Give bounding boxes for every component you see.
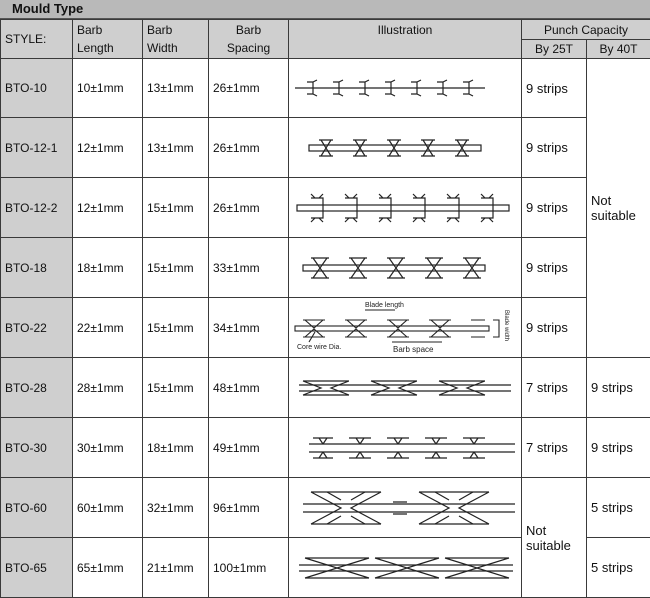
header-by-25t: By 25T: [522, 40, 587, 59]
row-length: 12±1mm: [73, 178, 143, 238]
table-row: [1, 358, 650, 418]
row-spacing: 96±1mm: [209, 478, 289, 538]
row-illustration: [289, 538, 522, 598]
illustration-bto-65: [289, 540, 521, 596]
row-spacing: 33±1mm: [209, 238, 289, 298]
row-illustration: [289, 478, 522, 538]
row-width: 21±1mm: [143, 538, 209, 598]
header-punch-capacity: Punch Capacity: [522, 20, 650, 40]
table-row: [1, 178, 650, 238]
row-length: 30±1mm: [73, 418, 143, 478]
row-style: BTO-65: [1, 538, 73, 598]
illustration-bto-28: [289, 360, 521, 416]
row-spacing: 48±1mm: [209, 358, 289, 418]
title-bar: [0, 0, 650, 19]
row-by40: 5 strips: [587, 478, 650, 538]
row-illustration: [289, 59, 522, 118]
row-illustration: [289, 178, 522, 238]
header-barb-width: Barb Width: [143, 20, 209, 59]
header-barb-length: Barb Length: [73, 20, 143, 59]
row-by25: 7 strips: [522, 418, 587, 478]
row-by25: 9 strips: [522, 238, 587, 298]
row-spacing: 34±1mm: [209, 298, 289, 358]
row-by40: 9 strips: [587, 418, 650, 478]
header-illustration: Illustration: [289, 20, 522, 59]
row-illustration: [289, 418, 522, 478]
row-style: BTO-12-2: [1, 178, 73, 238]
row-illustration: [289, 238, 522, 298]
row-width: 18±1mm: [143, 418, 209, 478]
header-style: STYLE:: [1, 20, 73, 59]
row-length: 12±1mm: [73, 118, 143, 178]
table-row: [1, 418, 650, 478]
illustration-bto-30: [289, 420, 521, 476]
table-row: [1, 478, 650, 538]
core-wire-label: Core wire Dia.: [297, 344, 341, 351]
by40-not-suitable: Not suitable: [587, 59, 650, 358]
header-by-40t: By 40T: [587, 40, 650, 59]
blade-width-label: Blade width: [503, 310, 509, 341]
row-by25: 9 strips: [522, 118, 587, 178]
row-length: 10±1mm: [73, 59, 143, 118]
page-title: Mould Type: [12, 0, 83, 18]
row-spacing: 26±1mm: [209, 178, 289, 238]
row-length: 65±1mm: [73, 538, 143, 598]
row-width: 13±1mm: [143, 59, 209, 118]
header-barb-spacing: Barb Spacing: [209, 20, 289, 59]
row-illustration: [289, 298, 522, 358]
row-spacing: 100±1mm: [209, 538, 289, 598]
row-length: 22±1mm: [73, 298, 143, 358]
row-length: 28±1mm: [73, 358, 143, 418]
row-by40: 5 strips: [587, 538, 650, 598]
row-illustration: [289, 118, 522, 178]
row-width: 13±1mm: [143, 118, 209, 178]
row-by25: 9 strips: [522, 178, 587, 238]
row-style: BTO-22: [1, 298, 73, 358]
row-by25: 7 strips: [522, 358, 587, 418]
illustration-bto-12-1: [289, 120, 521, 176]
table-row: [1, 298, 650, 358]
by25-not-suitable: Not suitable: [522, 478, 587, 598]
row-spacing: 26±1mm: [209, 59, 289, 118]
table-row: [1, 118, 650, 178]
blade-length-label: Blade length: [365, 302, 404, 309]
table-row: [1, 59, 650, 118]
table-row: [1, 238, 650, 298]
row-spacing: 49±1mm: [209, 418, 289, 478]
row-width: 15±1mm: [143, 178, 209, 238]
illustration-bto-60: [289, 480, 521, 536]
row-by40: 9 strips: [587, 358, 650, 418]
illustration-bto-12-2: [289, 180, 521, 236]
row-style: BTO-10: [1, 59, 73, 118]
illustration-bto-18: [289, 240, 521, 296]
mould-table: [0, 19, 650, 598]
row-style: BTO-12-1: [1, 118, 73, 178]
row-style: BTO-18: [1, 238, 73, 298]
row-illustration: [289, 358, 522, 418]
row-style: BTO-60: [1, 478, 73, 538]
illustration-bto-22: [289, 300, 521, 356]
row-by25: 9 strips: [522, 59, 587, 118]
illustration-bto-10: [289, 60, 521, 116]
row-by25: 9 strips: [522, 298, 587, 358]
row-width: 15±1mm: [143, 298, 209, 358]
row-width: 15±1mm: [143, 238, 209, 298]
barb-space-label: Barb space: [393, 345, 434, 354]
row-style: BTO-28: [1, 358, 73, 418]
row-spacing: 26±1mm: [209, 118, 289, 178]
row-width: 32±1mm: [143, 478, 209, 538]
row-style: BTO-30: [1, 418, 73, 478]
row-length: 60±1mm: [73, 478, 143, 538]
row-length: 18±1mm: [73, 238, 143, 298]
row-width: 15±1mm: [143, 358, 209, 418]
